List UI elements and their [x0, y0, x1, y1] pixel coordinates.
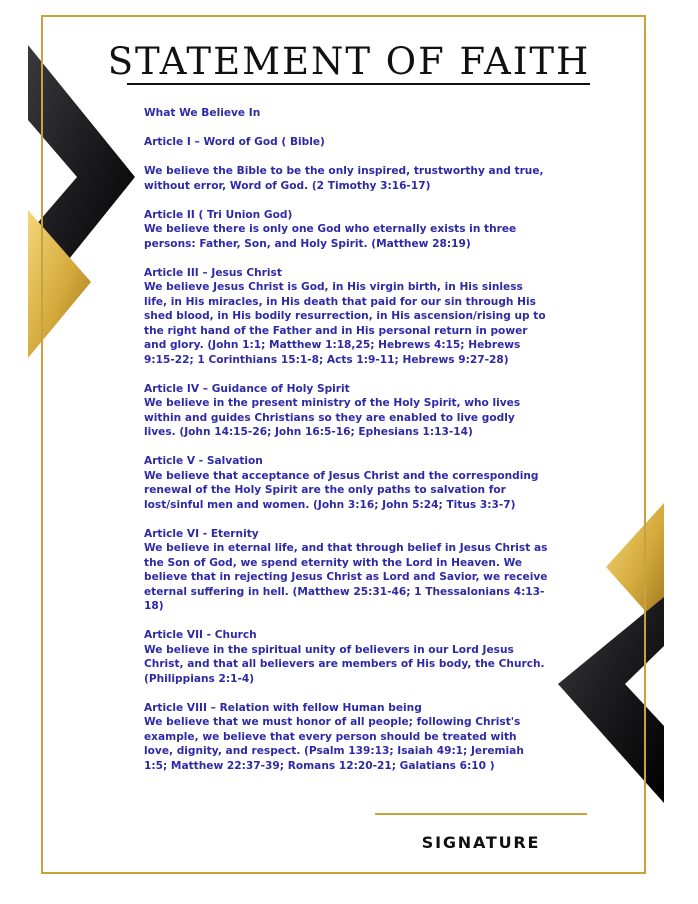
article-title: Article VIII – Relation with fellow Human being: [144, 701, 422, 714]
article-body: We believe in eternal life, and that through belief in Jesus Christ as the Son of God, we spend eternity with the Lord in Heaven. We believe that in rejecting Jesus Christ as Lord and Savior, we receive eternal suffering in hell. (Matthew 25:31-46; 1 Thessalonians 4:13-18): [144, 542, 548, 612]
article-body: We believe in the present ministry of the Holy Spirit, who lives within and guides Christians so they are enabled to live godly lives. (John 14:15-26; John 16:5-16; Ephesians 1:13-14): [144, 397, 521, 438]
article-1-body: [144, 164, 548, 193]
article-8: [144, 701, 548, 774]
signature-line[interactable]: [375, 813, 587, 815]
signature-label: SIGNATURE: [421, 833, 541, 852]
article-2: [144, 208, 548, 252]
article-title: Article V - Salvation: [144, 455, 263, 467]
article-5: [144, 454, 548, 512]
article-title: Article IV – Guidance of Holy Spirit: [144, 382, 350, 395]
article-3: [144, 266, 548, 368]
article-title: Article VI - Eternity: [144, 527, 259, 540]
article-title: Article II ( Tri Union God): [144, 208, 293, 221]
page-title: STATEMENT OF FAITH: [107, 40, 591, 83]
article-4: [144, 382, 548, 440]
article-title: Article I – Word of God ( Bible): [144, 136, 325, 148]
section-heading: What We Believe In: [144, 107, 261, 119]
article-title: Article III – Jesus Christ: [144, 266, 282, 279]
faith-content: [144, 106, 548, 788]
article-body: We believe Jesus Christ is God, in His virgin birth, in His sinless life, in His miracles, in His death that paid for our sin through His shed blood, in His bodily resurrection, in His ascension/rising up to the right hand of the Father and in His personal return in power and glory. (John 1:1; Matthew 1:18,25; Hebrews 4:15; Hebrews 9:15-22; 1 Corinthians 15:1-8; Acts 1:9-11; Hebrews 9:27-28): [144, 281, 546, 366]
article-body: We believe that we must honor of all people; following Christ's example, we believe that every person should be treated with love, dignity, and respect. (Psalm 139:13; Isaiah 49:1; Jeremiah 1:5; Matthew 22:37-39; Romans 12:20-21; Galatians 6:10 ): [144, 716, 524, 772]
article-title: Article VII - Church: [144, 629, 257, 641]
article-body: We believe that acceptance of Jesus Christ and the corresponding renewal of the Holy Spirit are the only paths to salvation for lost/sinful men and women. (John 3:16; John 5:24; Titus 3:3-7): [144, 469, 539, 511]
article-6: [144, 527, 548, 614]
article-body: We believe there is only one God who eternally exists in three persons: Father, Son, and Holy Spirit. (Matthew 28:19): [144, 223, 517, 250]
article-body: We believe in the spiritual unity of believers in our Lord Jesus Christ, and that all believers are members of His body, the Church. (Philippians 2:1-4): [144, 643, 545, 685]
title-underline: [127, 83, 590, 85]
article-body: We believe the Bible to be the only inspired, trustworthy and true, without error, Word of God. (2 Timothy 3:16-17): [144, 165, 544, 192]
article-1: [144, 135, 548, 150]
article-7: [144, 628, 548, 686]
